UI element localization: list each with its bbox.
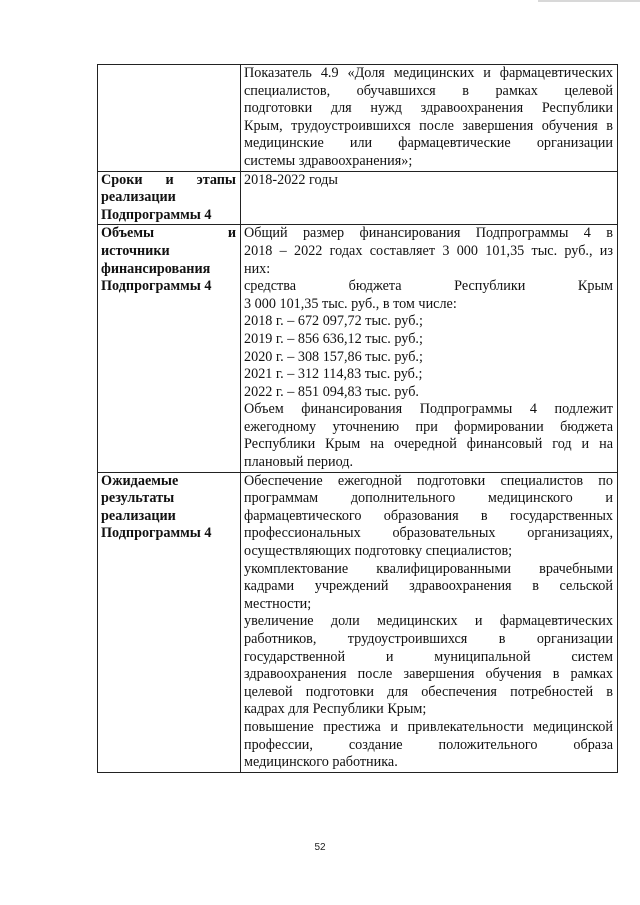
content-line: медицинского работника. xyxy=(244,754,398,771)
row-label-cell xyxy=(98,472,241,772)
label-line: Подпрограммы 4 xyxy=(101,206,212,223)
label-line: реализации xyxy=(101,507,176,524)
label-line: финансирования xyxy=(101,260,211,277)
label-line: реализации xyxy=(101,189,176,206)
page-number: 52 xyxy=(314,842,326,853)
content-line: 2021 г. – 312 114,83 тыс. руб.; xyxy=(244,366,423,383)
content-line: 2022 г. – 851 094,83 тыс. руб. xyxy=(244,383,419,400)
row-content-cell xyxy=(241,171,618,225)
table-row xyxy=(98,65,618,172)
content-line: средства бюджета Республики Крым xyxy=(244,278,613,295)
content-line: профессии, создание положительного образа xyxy=(244,736,613,753)
content-line: них: xyxy=(244,260,271,277)
content-line: Крым, трудоустроившихся после завершения обучения в xyxy=(244,117,613,134)
content-line: Обеспечение ежегодной подготовки специалистов по xyxy=(244,472,613,489)
row-label-cell xyxy=(98,225,241,472)
label-line: Подпрограммы 4 xyxy=(101,525,212,542)
row-content-cell xyxy=(241,225,618,472)
content-line: здравоохранения после завершения обучения в рамках xyxy=(244,666,613,683)
row-label-cell xyxy=(98,171,241,225)
content-line: Республики Крым на очередной финансовый год и на xyxy=(244,436,613,453)
content-line: 2018 – 2022 годах составляет 3 000 101,35 тыс. руб., из xyxy=(244,242,613,259)
label-line: Объемы и xyxy=(101,225,236,242)
content-line: 2019 г. – 856 636,12 тыс. руб.; xyxy=(244,330,423,347)
content-line: 3 000 101,35 тыс. руб., в том числе: xyxy=(244,295,457,312)
label-line: Подпрограммы 4 xyxy=(101,278,212,295)
content-line: 2020 г. – 308 157,86 тыс. руб.; xyxy=(244,348,423,365)
content-line: увеличение доли медицинских и фармацевтических xyxy=(244,613,613,630)
content-line: подготовки для нужд здравоохранения Республики xyxy=(244,100,613,117)
table-body xyxy=(98,65,618,773)
content-line: кадрах для Республики Крым; xyxy=(244,701,427,718)
content-line: работников, трудоустроившихся в организации xyxy=(244,631,613,647)
content-line: специалистов, обучавшихся в рамках целевой xyxy=(244,82,613,99)
content-line: Объем финансирования Подпрограммы 4 подлежит xyxy=(244,401,613,418)
table-row xyxy=(98,225,618,472)
row-content-cell xyxy=(241,472,618,772)
content-line: профессиональных образовательных организациях, xyxy=(244,525,613,542)
content-line: медицинские или фармацевтические организации xyxy=(244,135,613,152)
content-line: ежегодному уточнению при формировании бюджета xyxy=(244,418,613,435)
label-line: результаты xyxy=(101,490,175,507)
content-line: повышение престижа и привлекательности медицинской xyxy=(244,718,613,735)
content-line: государственной и муниципальной систем xyxy=(244,648,613,665)
row-label-cell xyxy=(98,65,241,172)
label-line: источники xyxy=(101,242,170,259)
content-line: 2018 г. – 672 097,72 тыс. руб.; xyxy=(244,313,423,330)
table-row xyxy=(98,171,618,225)
label-line: Ожидаемые xyxy=(101,472,179,489)
content-line: местности; xyxy=(244,595,312,612)
content-line: программам дополнительного медицинского и xyxy=(244,490,613,507)
subprogram-passport-table xyxy=(97,64,618,773)
content-line: системы здравоохранения»; xyxy=(244,152,413,169)
scan-edge-mark xyxy=(538,0,640,2)
table-row xyxy=(98,472,618,772)
content-line: Показатель 4.9 «Доля медицинских и фармацевтических xyxy=(244,65,613,81)
content-line: целевой подготовки для обеспечения потребностей в xyxy=(244,683,613,700)
content-line: осуществляющих подготовку специалистов; xyxy=(244,543,513,560)
content-line: укомплектование квалифицированными врачебными xyxy=(244,560,613,577)
content-line: Общий размер финансирования Подпрограммы 4 в xyxy=(244,225,613,242)
label-line: Сроки и этапы xyxy=(101,171,236,188)
content-line: 2018-2022 годы xyxy=(244,171,338,188)
content-line: фармацевтического образования в государственных xyxy=(244,507,613,524)
row-content-cell xyxy=(241,65,618,172)
content-line: плановый период. xyxy=(244,454,354,471)
content-line: кадрами учреждений здравоохранения в сельской xyxy=(244,578,613,595)
